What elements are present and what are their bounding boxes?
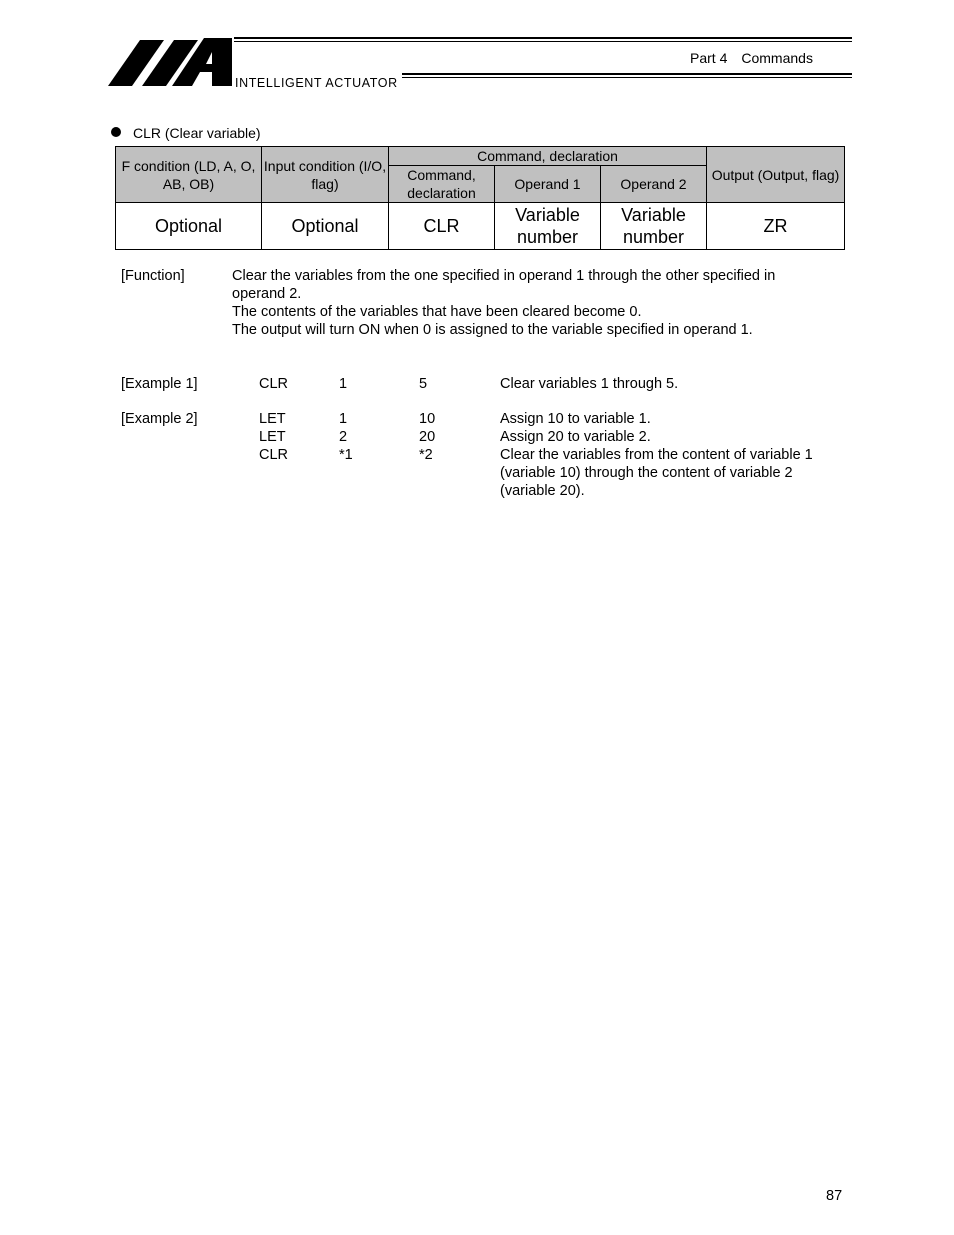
brand-name: INTELLIGENT ACTUATOR <box>235 76 398 90</box>
example1-label: [Example 1] <box>121 376 198 392</box>
cell-operand1: Variable number <box>495 203 601 250</box>
example-description: (variable 10) through the content of variable 2 <box>500 465 793 481</box>
bullet-icon <box>111 127 121 137</box>
part-label: Part 4 <box>690 50 728 66</box>
example2-label: [Example 2] <box>121 411 198 427</box>
example-description: (variable 20). <box>500 483 585 499</box>
header-input-condition: Input condition (I/O, flag) <box>262 147 389 203</box>
header-rule-top-2 <box>234 41 852 42</box>
example-description: Clear variables 1 through 5. <box>500 376 679 392</box>
header-f-condition: F condition (LD, A, O, AB, OB) <box>116 147 262 203</box>
function-label: [Function] <box>121 268 185 284</box>
example-operand2: *2 <box>419 447 433 463</box>
header-rule-bottom <box>402 73 852 75</box>
page-number: 87 <box>826 1188 843 1204</box>
section-label: Commands <box>741 50 813 66</box>
example-description: Assign 10 to variable 1. <box>500 411 651 427</box>
example-command: CLR <box>259 447 289 463</box>
cell-f-condition: Optional <box>116 203 262 250</box>
cell-input-condition: Optional <box>262 203 389 250</box>
cell-operand2: Variable number <box>601 203 707 250</box>
command-title: CLR (Clear variable) <box>133 125 261 141</box>
example-command: LET <box>259 411 286 427</box>
command-spec-table <box>115 146 845 250</box>
header-command-group: Command, declaration <box>389 147 707 166</box>
example-operand1: *1 <box>339 447 353 463</box>
header-operand1: Operand 1 <box>495 166 601 203</box>
function-line: Clear the variables from the one specified in operand 1 through the other specified in <box>232 268 776 284</box>
example-operand1: 1 <box>339 411 348 427</box>
example-operand1: 2 <box>339 429 348 445</box>
function-line: The output will turn ON when 0 is assigned to the variable specified in operand 1. <box>232 322 753 338</box>
example-operand2: 20 <box>419 429 436 445</box>
example-command: LET <box>259 429 286 445</box>
header-output: Output (Output, flag) <box>707 147 845 203</box>
header-operand2: Operand 2 <box>601 166 707 203</box>
example-command: CLR <box>259 376 289 392</box>
cell-output: ZR <box>707 203 845 250</box>
header-rule-top <box>234 37 852 39</box>
function-line: operand 2. <box>232 286 302 302</box>
section-heading <box>690 50 813 66</box>
function-line: The contents of the variables that have been cleared become 0. <box>232 304 642 320</box>
header-rule-bottom-2 <box>402 77 852 78</box>
iai-logo <box>108 34 234 90</box>
example-operand1: 1 <box>339 376 348 392</box>
cell-command: CLR <box>389 203 495 250</box>
example-description: Clear the variables from the content of variable 1 <box>500 447 813 463</box>
example-operand2: 5 <box>419 376 428 392</box>
header-command: Command, declaration <box>389 166 495 203</box>
example-description: Assign 20 to variable 2. <box>500 429 651 445</box>
example-operand2: 10 <box>419 411 436 427</box>
